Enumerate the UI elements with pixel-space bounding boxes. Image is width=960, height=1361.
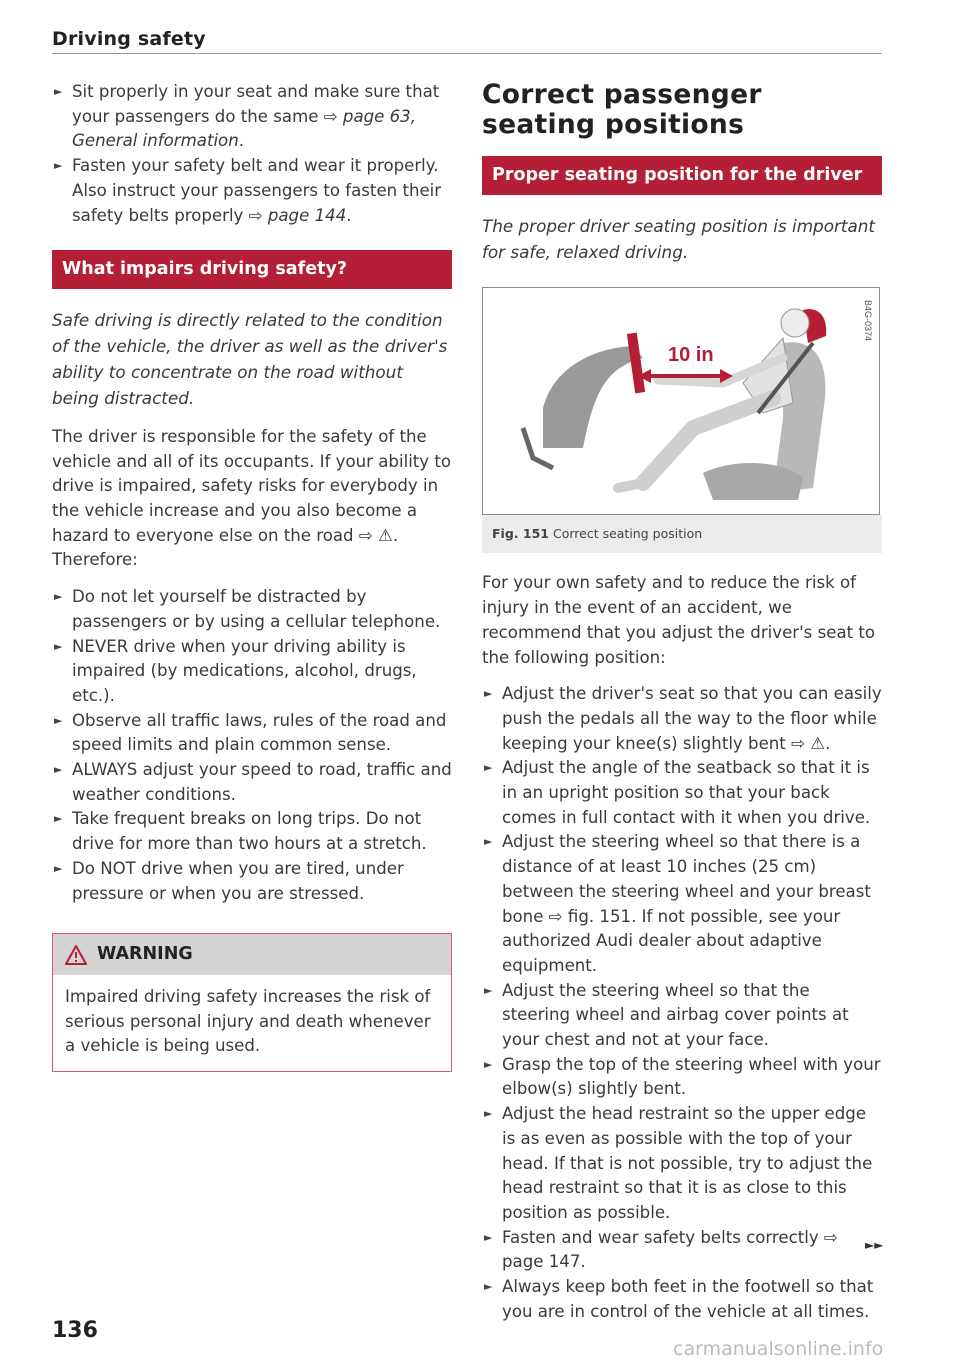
warning-title: WARNING: [97, 944, 193, 965]
list-item: ► Fasten and wear safety belts correctly ⇨ page 147.: [484, 1227, 838, 1272]
page-header-title: Driving safety: [52, 28, 206, 50]
body-paragraph: For your own safety and to reduce the risk of injury in the event of an accident, we recommend that you adjust the driver's seat to the following position:: [482, 573, 876, 667]
warning-header: [53, 934, 451, 975]
bullet-arrow-icon: ►: [484, 761, 493, 775]
warning-body: Impaired driving safety increases the risk of serious personal injury and death whenever a vehicle is being used.: [65, 986, 431, 1056]
bullet-arrow-icon: ►: [484, 1057, 493, 1071]
watermark-footer: carmanualsonline.info: [673, 1338, 884, 1360]
bullet-arrow-icon: ►: [484, 983, 493, 997]
list-item: ► Adjust the driver's seat so that you can easily push the pedals all the way to the floor while keeping your knee(s) slightly bent ⇨ ⚠.: [484, 684, 882, 753]
body-paragraph: The driver is responsible for the safety of the vehicle and all of its occupants. If your ability to drive is impaired, safety risks for everybody in the vehicle increase and you also become a hazard to everyone else on the road ⇨ ⚠. Therefore:: [52, 426, 452, 570]
distance-label: 10 in: [668, 343, 714, 366]
page-number: 136: [52, 1318, 98, 1343]
list-item: ► Grasp the top of the steering wheel with your elbow(s) slightly bent.: [484, 1054, 881, 1099]
bullet-arrow-icon: ►: [54, 861, 63, 875]
list-item: ► ALWAYS adjust your speed to road, traffic and weather conditions.: [54, 760, 452, 804]
bullet-arrow-icon: ►: [54, 590, 63, 604]
bullet-arrow-icon: ►: [484, 835, 493, 849]
seating-illustration: [483, 288, 879, 514]
bullet-arrow-icon: ►: [54, 713, 63, 727]
bullet-arrow-icon: ►: [484, 1230, 493, 1244]
bullet-arrow-icon: ►: [484, 1107, 493, 1121]
bullet-arrow-icon: ►: [484, 687, 493, 701]
warning-triangle-icon: [65, 945, 87, 965]
list-item: ► Adjust the head restraint so the upper edge is as even as possible with the top of your head. If that is not possible, try to adjust the head restraint so that it is as close to this position as possible.: [484, 1104, 873, 1222]
bullet-arrow-icon: ►: [54, 159, 63, 173]
bullet-arrow-icon: ►: [54, 763, 63, 777]
section-heading: What impairs driving safety?: [52, 250, 452, 289]
list-item: ► Always keep both feet in the footwell so that you are in control of the vehicle at all times.: [484, 1277, 874, 1321]
page-title: Correct passenger seating positions: [482, 79, 762, 140]
bullet-arrow-icon: ►: [54, 639, 63, 653]
list-item: ► Adjust the steering wheel so that there is a distance of at least 10 inches (25 cm) between the steering wheel and your breast bone ⇨ fig. 151. If not possible, see your authorized Audi dealer about adaptive equipment.: [484, 832, 871, 975]
figure-caption: Fig. 151 Correct seating position: [482, 515, 882, 554]
section-heading: Proper seating position for the driver: [482, 156, 882, 195]
warning-box: [52, 933, 452, 1072]
header-divider: [52, 53, 882, 54]
left-column: [52, 80, 452, 1072]
right-column: [482, 80, 882, 1325]
list-item: ► Adjust the angle of the seatback so that it is in an upright position so that your back comes in full contact with it when you drive.: [484, 758, 871, 827]
page-reference-link[interactable]: page 63, General information: [72, 106, 417, 151]
list-item: ► NEVER drive when your driving ability is impaired (by medications, alcohol, drugs, etc.).: [54, 636, 417, 705]
continue-arrow-icon: ►►: [865, 1238, 884, 1252]
figure-code: B4G-0374: [863, 299, 873, 341]
list-item: ► Take frequent breaks on long trips. Do not drive for more than two hours at a stretch.: [54, 809, 427, 854]
section-lead-text: Safe driving is directly related to the condition of the vehicle, the driver as well as the driver's ability to concentrate on the road without being distracted.: [52, 309, 448, 408]
list-item: ► Fasten your safety belt and wear it properly. Also instruct your passengers to fasten their safety belts properly ⇨ page 144.: [54, 156, 442, 225]
figure-seating-position: [482, 287, 880, 515]
list-item: ► Sit properly in your seat and make sure that your passengers do the same ⇨ page 63, General information.: [54, 82, 440, 151]
page-reference-link[interactable]: page 144: [267, 205, 347, 225]
list-item: ► Observe all traffic laws, rules of the road and speed limits and plain common sense.: [54, 710, 447, 755]
list-item: ► Do not let yourself be distracted by passengers or by using a cellular telephone.: [54, 587, 441, 631]
list-item: ► Do NOT drive when you are tired, under pressure or when you are stressed.: [54, 858, 404, 903]
list-item: ► Adjust the steering wheel so that the steering wheel and airbag cover points at your chest and not at your face.: [484, 980, 849, 1050]
section-lead-text: The proper driver seating position is important for safe, relaxed driving.: [482, 215, 875, 262]
bullet-arrow-icon: ►: [54, 812, 63, 826]
bullet-arrow-icon: ►: [484, 1280, 493, 1294]
bullet-arrow-icon: ►: [54, 85, 63, 98]
